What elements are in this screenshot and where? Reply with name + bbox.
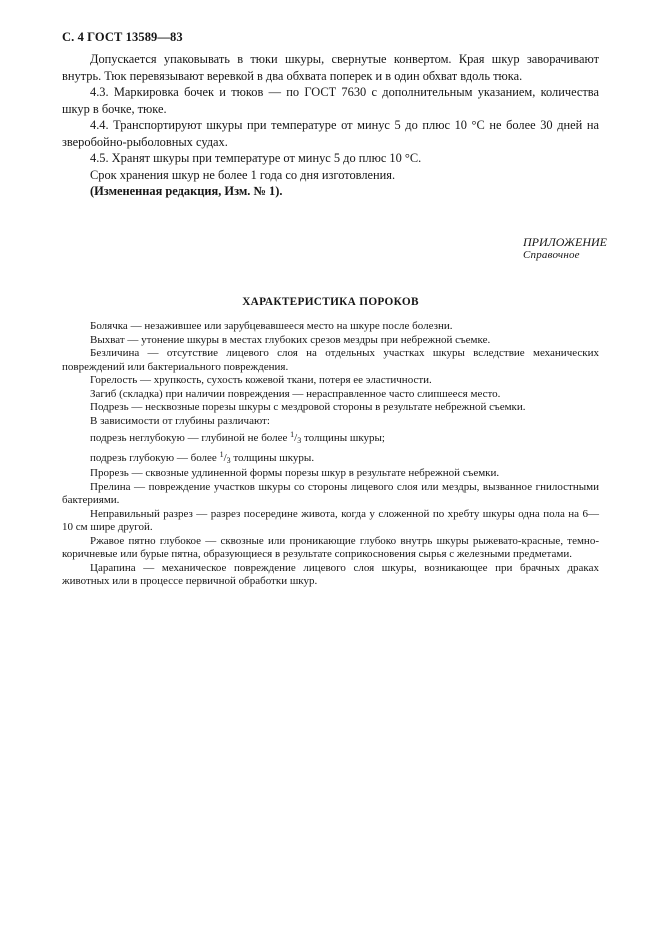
definition-item-shallow-cut	[62, 428, 599, 448]
fraction-numerator: 1	[219, 449, 224, 459]
text-fragment: толщины шкуры.	[230, 451, 315, 464]
fraction-denominator: 3	[297, 436, 302, 445]
text-fragment: подрезь глубокую — более	[90, 451, 220, 464]
paragraph-4-3: 4.3. Маркировка бочек и тюков — по ГОСТ 7630 с дополнительным указанием, количества шкур в бочке, тюке.	[62, 85, 599, 116]
page-header: С. 4 ГОСТ 13589—83	[62, 30, 183, 44]
paragraph-4-5: 4.5. Хранят шкуры при температуре от минус 5 до плюс 10 °С.	[90, 151, 422, 165]
definition-item: Выхват — утонение шкуры в местах глубоких срезов мездры при небрежной съемке.	[90, 333, 491, 346]
text-fragment: подрезь неглубокую — глубиной не более	[90, 432, 291, 444]
definition-item: Безличина — отсутствие лицевого слоя на отдельных участках шкуры вследствие механических повреждений или бактериального повреждения.	[62, 347, 599, 373]
appendix-sublabel: Справочное	[523, 249, 580, 261]
definition-item-deep-cut	[62, 448, 599, 468]
fraction-denominator: 3	[226, 455, 231, 465]
definition-item: Ржавое пятно глубокое — сквозные или проникающие глубоко внутрь шкуры рыжевато-красные, темно-коричневые или бурые пятна, образующиеся в результате соприкосновения сырья с железными предметами.	[62, 534, 599, 560]
amendment-note: (Измененная редакция, Изм. № 1).	[90, 184, 283, 198]
text-fragment: толщины шкуры;	[301, 432, 385, 444]
definition-item: Болячка — незажившее или зарубцевавшееся место на шкуре после болезни.	[90, 320, 453, 332]
definition-item: Неправильный разрез — разрез посередине живота, когда у сложенной по хребту шкуры одна пола на 6—10 см шире другой.	[62, 507, 599, 533]
paragraph-4-4: 4.4. Транспортируют шкуры при температуре от минус 5 до плюс 10 °С не более 30 дней на зверобойно-рыболовных судах.	[62, 118, 599, 149]
appendix-label-block	[523, 236, 607, 262]
section-title: ХАРАКТЕРИСТИКА ПОРОКОВ	[242, 296, 419, 308]
definition-item: Горелость — хрупкость, сухость кожевой ткани, потеря ее эластичности.	[90, 374, 432, 386]
fraction-one-third: 1/3	[290, 430, 302, 445]
defects-list	[62, 320, 599, 589]
definition-item: Царапина — механическое повреждение лицевого слоя шкуры, возникающее при брачных драках животных или в процессе первичной обработки шкур.	[62, 561, 599, 587]
definition-item: Подрезь — несквозные порезы шкуры с мездровой стороны в результате небрежной съемки.	[90, 401, 526, 413]
paragraph-shelf-life: Срок хранения шкур не более 1 года со дня изготовления.	[90, 167, 396, 182]
definition-item: Загиб (складка) при наличии повреждения — нерасправленное часто слипшееся место.	[90, 387, 501, 400]
definition-item: Прелина — повреждение участков шкуры со стороны лицевого слоя или мездры, вызванное гнилостными бактериями.	[62, 480, 599, 506]
top-text-block	[62, 51, 599, 200]
fraction-one-third: 1/3	[219, 449, 231, 465]
appendix-label: ПРИЛОЖЕНИЕ	[523, 235, 607, 249]
fraction-numerator: 1	[290, 430, 295, 439]
paragraph-packing: Допускается упаковывать в тюки шкуры, свернутые конвертом. Края шкур заворачивают внутрь. Тюк перевязывают веревкой в два обхвата поперек и в один обхват вдоль тюка.	[62, 52, 599, 83]
definition-item: В зависимости от глубины различают:	[90, 414, 270, 427]
definition-item: Прорезь — сквозные удлиненной формы порезы шкур в результате небрежной съемки.	[90, 467, 500, 479]
